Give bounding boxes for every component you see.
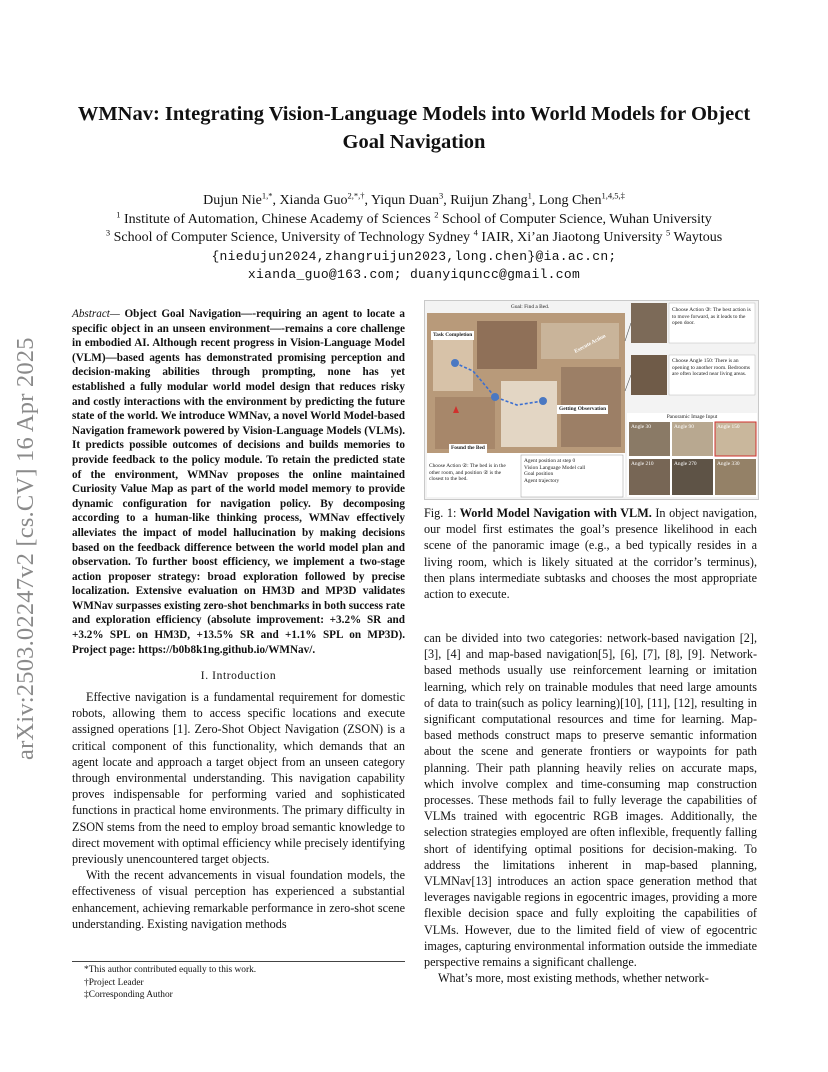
author-block bbox=[70, 192, 758, 285]
angle-label: Angle 270 bbox=[674, 461, 697, 467]
footnotes bbox=[72, 961, 405, 1002]
emails-line-1: {niedujun2024,zhangruijun2023,long.chen}@ia.ac.cn; bbox=[211, 248, 617, 264]
task-completion-label: Task Completion bbox=[433, 332, 473, 338]
footnote: *This author contributed equally to this work. bbox=[84, 965, 257, 975]
panoramic-label: Panoramic Image Input bbox=[666, 414, 718, 420]
affiliations-line-1: $^1$ Institute of Automation, Chinese Academy of Sciences $^2$ School of Computer Science, Wuhan University bbox=[116, 208, 712, 227]
abstract-body: Object Goal Navigation—-requiring an agent to locate a specific object in an unseen environment—-remains a core challenge in embodied AI. Although recent progress in Vision-Language Model (VLM)—based agents has demonstrated promising perception and decision-making abilities through prompting, none has yet established a fully modular world model design that reduces risky and costly interactions with the environment by predicting the future state of the world. We introduce WMNav, a novel World Model-based Navigation framework powered by Vision-Language Models (VLMs). It predicts possible outcomes of decisions and builds memories to provide feedback to the policy module. To retain the predicted state of the environment, WMNav proposes the online maintained Curiosity Value Map as part of the world model memory to provide dynamic configuration for navigation policy. By decomposing according to a human-like thinking process, WMNav effectively alleviates the impact of model hallucination by making decisions based on the feedback difference between the world model plan and observation. To further boost efficiency, we implement a two-stage action proposer strategy: broad exploration followed by precise localization. Extensive evaluation on HM3D and MP3D validates WMNav surpasses existing zero-shot benchmarks in both success rate and exploration efficiency (absolute improvement: +3.2% SR and +3.2% SPL on HM3D, +13.5% SR and +1.1% SPL on MP3D). Project page: https://b0b8k1ng.github.io/WMNav/. bbox=[72, 308, 405, 656]
affiliations-line-2: $^3$ School of Computer Science, University of Technology Sydney $^4$ IAIR, Xi’an Jiaotong University $^5$ Waytous bbox=[105, 227, 723, 245]
figure-goal-label: Goal: Find a Bed. bbox=[510, 304, 550, 310]
execute-action-label: Execute Action bbox=[573, 333, 607, 355]
author-names: Dujun Nie$^{1,*}$, Xianda Guo$^{2,*,\dagger}$, Yiqun Duan$^3$, Ruijun Zhang$^1$, Long Chen$^{1,4,5,\ddagger}$ bbox=[203, 190, 625, 208]
angle-label: Angle 330 bbox=[717, 461, 740, 467]
figure-1 bbox=[424, 300, 759, 500]
getting-observation-label: Getting Observation bbox=[559, 406, 607, 412]
intro-paragraph: With the recent advancements in visual foundation models, the effectiveness of visual perception has experienced a substantial enhancement, achieving remarkable performance in zero-shot scene understanding. Existing navigation methods bbox=[72, 868, 405, 931]
step-image-1 bbox=[631, 303, 667, 343]
right-column-text bbox=[424, 630, 757, 986]
legend-item: Agent position at step 0 bbox=[524, 458, 576, 464]
choose-angle-text: Choose Angle 150: There is an opening to another room. Bedrooms are often located near living areas. bbox=[672, 358, 751, 378]
paper-title: WMNav: Integrating Vision-Language Models into World Models for Object Goal Navigation bbox=[77, 103, 751, 153]
body-paragraph: What’s more, most existing methods, whether network- bbox=[438, 971, 709, 986]
legend-item: Goal position bbox=[524, 471, 554, 478]
angle-label: Angle 150 bbox=[717, 424, 740, 430]
legend-item: Agent trajectory bbox=[524, 477, 560, 484]
section-heading-introduction: I. Introduction bbox=[200, 670, 277, 682]
body-paragraph: can be divided into two categories: network-based navigation [2], [3], [4] and map-based navigation[5], [6], [7], [8], [9]. Network-based methods usually use reinforcement learning or imitation learning, which rely on trainable modules that need large amounts of data to train(such as policy learning)[10], [11], [12], resulting in significant computational resources and time for learning. Map-based methods construct maps to preserve semantic information about the scene and generate frontiers or waypoints for path planning. Their path planning heavily relies on accurate maps, which involve complex and time-consuming map construction processes. These methods fail to fully leverage the capabilities of VLMs trained with egocentric RGB images. Additionally, the selection strategies employed are often inflexible, frequently falling short of identifying optimal positions for decision-making. To address the limitations inherent in map-based planning, VLMNav[13] introduces an action space generation method that leverages navigable regions in egocentric images, providing a more flexible decision space and fully exploiting the capabilities of VLMs. However, due to the limited field of view of egocentric images, capturing environmental information outside the immediate perspective remains a significant challenge. bbox=[424, 631, 757, 970]
figure-legend bbox=[524, 458, 622, 484]
found-bed-label: Found the Bed bbox=[451, 445, 485, 451]
footnote: †Project Leader bbox=[84, 977, 144, 988]
angle-label: Angle 210 bbox=[631, 461, 654, 467]
footnote: ‡Corresponding Author bbox=[84, 990, 173, 1000]
abstract-lead: Abstract— bbox=[72, 308, 120, 320]
agent-position-marker bbox=[451, 359, 459, 367]
arxiv-identifier: arXiv:2503.02247v2 [cs.CV] 16 Apr 2025 bbox=[12, 337, 39, 760]
angle-label: Angle 30 bbox=[631, 424, 651, 430]
emails-line-2: xianda_guo@163.com; duanyiquncc@gmail.com bbox=[247, 267, 581, 282]
step-image-2 bbox=[631, 355, 667, 395]
choose-action-2-text: Choose Action ②: The bed is in the other room, and position ② is the closest to the bed. bbox=[429, 463, 506, 483]
introduction-text bbox=[72, 689, 405, 932]
legend-item: Vision Language Model call bbox=[524, 464, 586, 471]
abstract bbox=[72, 307, 405, 657]
choose-action-3-text: Choose Action ③: The best action is to move forward, as it leads to the open door. bbox=[672, 307, 751, 327]
figure-1-caption: Fig. 1: World Model Navigation with VLM. In object navigation, our model first estimates the goal’s presence likelihood in each scene of the panoramic image (e.g., a bed typically resides in a living room, which is likely situated at the corridor’s terminus), then plans intermediate subtasks and chooses the most appropriate action to execute. bbox=[424, 506, 757, 602]
angle-label: Angle 90 bbox=[674, 424, 694, 430]
intro-paragraph: Effective navigation is a fundamental requirement for domestic robots, allowing them to access specific locations and execute assigned operations [1]. Zero-Shot Object Navigation (ZSON) is a critical component of this functionality, which demands that an agent locate and approach a target object from an unseen category through environmental understanding. This navigation capability proves indispensable for performing varied and sophisticated functions in practical home environments. The primary difficulty in ZSON stems from the need to employ broad semantic knowledge to direct movement with optimal efficiency while precisely identifying previously unencountered target objects. bbox=[72, 690, 405, 867]
